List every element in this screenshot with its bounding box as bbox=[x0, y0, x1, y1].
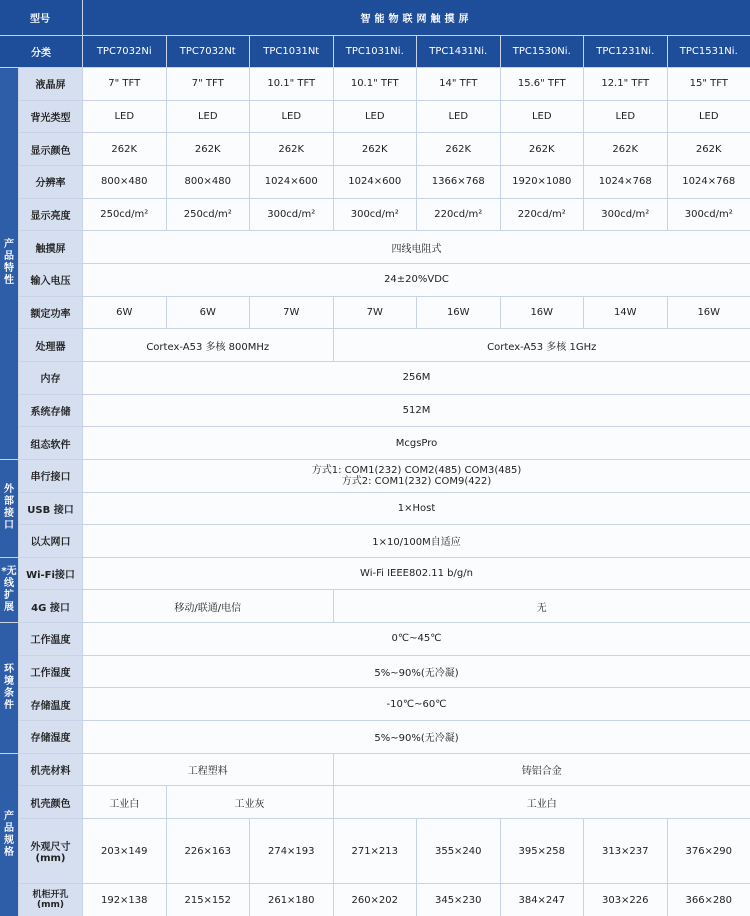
model-name: TPC1031Ni. bbox=[334, 36, 417, 67]
table-cell: 工业白 bbox=[83, 786, 166, 818]
table-cell: 220cd/m² bbox=[501, 199, 584, 231]
table-cell: 16W bbox=[668, 297, 750, 329]
table-cell: 262K bbox=[668, 133, 750, 165]
row-label-cpu: 处理器 bbox=[19, 329, 82, 361]
table-cell: LED bbox=[417, 101, 500, 133]
table-cell: 四线电阻式 bbox=[83, 231, 750, 263]
table-cell: 5%~90%(无冷凝) bbox=[83, 721, 750, 753]
table-cell: 226×163 bbox=[167, 819, 250, 883]
table-cell: 7" TFT bbox=[83, 68, 166, 100]
table-cell: 261×180 bbox=[250, 884, 333, 916]
row-label-software: 组态软件 bbox=[19, 427, 82, 459]
table-cell: Cortex-A53 多核 800MHz bbox=[83, 329, 333, 361]
table-cell: 300cd/m² bbox=[668, 199, 750, 231]
table-cell: 24±20%VDC bbox=[83, 264, 750, 296]
table-cell: LED bbox=[334, 101, 417, 133]
row-label-housing-material: 机壳材料 bbox=[19, 754, 82, 786]
table-cell: 7" TFT bbox=[167, 68, 250, 100]
table-cell: 260×202 bbox=[334, 884, 417, 916]
row-label-dimensions: 外观尺寸 (mm) bbox=[19, 819, 82, 883]
group-external-interfaces: 外部接口 bbox=[0, 460, 18, 557]
table-cell: 512M bbox=[83, 395, 750, 427]
row-label-backlight: 背光类型 bbox=[19, 101, 82, 133]
model-name: TPC1231Ni. bbox=[584, 36, 667, 67]
table-cell: 345×230 bbox=[417, 884, 500, 916]
table-cell: 262K bbox=[584, 133, 667, 165]
row-label-memory: 内存 bbox=[19, 362, 82, 394]
table-cell: LED bbox=[250, 101, 333, 133]
table-cell: 215×152 bbox=[167, 884, 250, 916]
table-cell: 1×Host bbox=[83, 493, 750, 525]
table-cell: 12.1" TFT bbox=[584, 68, 667, 100]
table-cell: 1024×768 bbox=[668, 166, 750, 198]
model-name: TPC1431Ni. bbox=[417, 36, 500, 67]
table-cell: LED bbox=[501, 101, 584, 133]
row-label-cutout: 机柜开孔 (mm) bbox=[19, 884, 82, 916]
table-cell: 256M bbox=[83, 362, 750, 394]
row-label-work-humidity: 工作湿度 bbox=[19, 656, 82, 688]
row-label-4g: 4G 接口 bbox=[19, 590, 82, 622]
model-name: TPC1031Nt bbox=[250, 36, 333, 67]
table-cell: 300cd/m² bbox=[250, 199, 333, 231]
table-title: 智能物联网触摸屏 bbox=[83, 0, 750, 35]
row-label-color: 显示颜色 bbox=[19, 133, 82, 165]
serial-mode-2: 方式2: COM1(232) COM9(422) bbox=[341, 475, 492, 487]
row-label-voltage: 输入电压 bbox=[19, 264, 82, 296]
table-cell: 工业白 bbox=[334, 786, 750, 818]
table-cell: 384×247 bbox=[501, 884, 584, 916]
table-cell: 262K bbox=[334, 133, 417, 165]
table-cell: 192×138 bbox=[83, 884, 166, 916]
group-wireless: *无线扩展 bbox=[0, 558, 18, 622]
table-cell: 303×226 bbox=[584, 884, 667, 916]
table-cell: -10℃~60℃ bbox=[83, 688, 750, 720]
table-cell: 16W bbox=[417, 297, 500, 329]
row-label-usb: USB 接口 bbox=[19, 493, 82, 525]
table-cell: 1024×600 bbox=[334, 166, 417, 198]
table-cell: LED bbox=[83, 101, 166, 133]
model-name: TPC1530Ni. bbox=[501, 36, 584, 67]
table-cell: 移动/联通/电信 bbox=[83, 590, 333, 622]
table-cell: 262K bbox=[501, 133, 584, 165]
row-label-brightness: 显示亮度 bbox=[19, 199, 82, 231]
row-label-housing-color: 机壳颜色 bbox=[19, 786, 82, 818]
row-label-lcd: 液晶屏 bbox=[19, 68, 82, 100]
table-cell: 15.6" TFT bbox=[501, 68, 584, 100]
table-cell: 7W bbox=[334, 297, 417, 329]
table-cell: 7W bbox=[250, 297, 333, 329]
table-cell: 355×240 bbox=[417, 819, 500, 883]
table-cell: 6W bbox=[167, 297, 250, 329]
table-cell: 800×480 bbox=[83, 166, 166, 198]
table-cell: 铸铝合金 bbox=[334, 754, 750, 786]
row-label-serial: 串行接口 bbox=[19, 460, 82, 492]
table-cell: 203×149 bbox=[83, 819, 166, 883]
row-label-storage: 系统存储 bbox=[19, 395, 82, 427]
row-label-power: 额定功率 bbox=[19, 297, 82, 329]
table-cell: 10.1" TFT bbox=[334, 68, 417, 100]
table-cell: LED bbox=[584, 101, 667, 133]
model-header-label: 型号 bbox=[0, 0, 82, 35]
table-cell: McgsPro bbox=[83, 427, 750, 459]
table-cell: 366×280 bbox=[668, 884, 750, 916]
model-name: TPC1531Ni. bbox=[668, 36, 750, 67]
row-label-touch: 触摸屏 bbox=[19, 231, 82, 263]
row-label-resolution: 分辨率 bbox=[19, 166, 82, 198]
row-label-work-temp: 工作温度 bbox=[19, 623, 82, 655]
table-cell: 250cd/m² bbox=[83, 199, 166, 231]
table-cell: 262K bbox=[417, 133, 500, 165]
table-cell: 376×290 bbox=[668, 819, 750, 883]
table-cell: Wi-Fi IEEE802.11 b/g/n bbox=[83, 558, 750, 590]
model-name: TPC7032Ni bbox=[83, 36, 166, 67]
table-cell: 220cd/m² bbox=[417, 199, 500, 231]
table-cell: 1024×600 bbox=[250, 166, 333, 198]
group-product-features: 产品特性 bbox=[0, 68, 18, 459]
table-cell: 10.1" TFT bbox=[250, 68, 333, 100]
table-cell: LED bbox=[668, 101, 750, 133]
table-cell: 1366×768 bbox=[417, 166, 500, 198]
row-label-storage-temp: 存储温度 bbox=[19, 688, 82, 720]
table-cell: 15" TFT bbox=[668, 68, 750, 100]
row-label-storage-humidity: 存储湿度 bbox=[19, 721, 82, 753]
table-cell bbox=[83, 460, 750, 492]
group-environment: 环境条件 bbox=[0, 623, 18, 753]
table-cell: 工业灰 bbox=[167, 786, 333, 818]
table-cell: 无 bbox=[334, 590, 750, 622]
table-cell: 16W bbox=[501, 297, 584, 329]
table-cell: 262K bbox=[250, 133, 333, 165]
serial-mode-1: 方式1: COM1(232) COM2(485) COM3(485) bbox=[311, 464, 522, 476]
table-cell: 0℃~45℃ bbox=[83, 623, 750, 655]
table-cell: 6W bbox=[83, 297, 166, 329]
row-label-wifi: Wi-Fi接口 bbox=[19, 558, 82, 590]
table-cell: 250cd/m² bbox=[167, 199, 250, 231]
table-cell: 313×237 bbox=[584, 819, 667, 883]
table-cell: 1024×768 bbox=[584, 166, 667, 198]
table-cell: LED bbox=[167, 101, 250, 133]
row-label-ethernet: 以太网口 bbox=[19, 525, 82, 557]
group-product-specs: 产品规格 bbox=[0, 754, 18, 916]
table-cell: 14W bbox=[584, 297, 667, 329]
table-cell: 271×213 bbox=[334, 819, 417, 883]
table-cell: 262K bbox=[167, 133, 250, 165]
table-cell: 14" TFT bbox=[417, 68, 500, 100]
table-cell: 1920×1080 bbox=[501, 166, 584, 198]
table-cell: 300cd/m² bbox=[334, 199, 417, 231]
table-cell: 300cd/m² bbox=[584, 199, 667, 231]
table-cell: 274×193 bbox=[250, 819, 333, 883]
model-name: TPC7032Nt bbox=[167, 36, 250, 67]
table-cell: Cortex-A53 多核 1GHz bbox=[334, 329, 750, 361]
table-cell: 5%~90%(无冷凝) bbox=[83, 656, 750, 688]
table-cell: 262K bbox=[83, 133, 166, 165]
table-cell: 800×480 bbox=[167, 166, 250, 198]
table-cell: 工程塑料 bbox=[83, 754, 333, 786]
class-header-label: 分类 bbox=[0, 36, 82, 67]
table-cell: 395×258 bbox=[501, 819, 584, 883]
table-cell: 1×10/100M自适应 bbox=[83, 525, 750, 557]
